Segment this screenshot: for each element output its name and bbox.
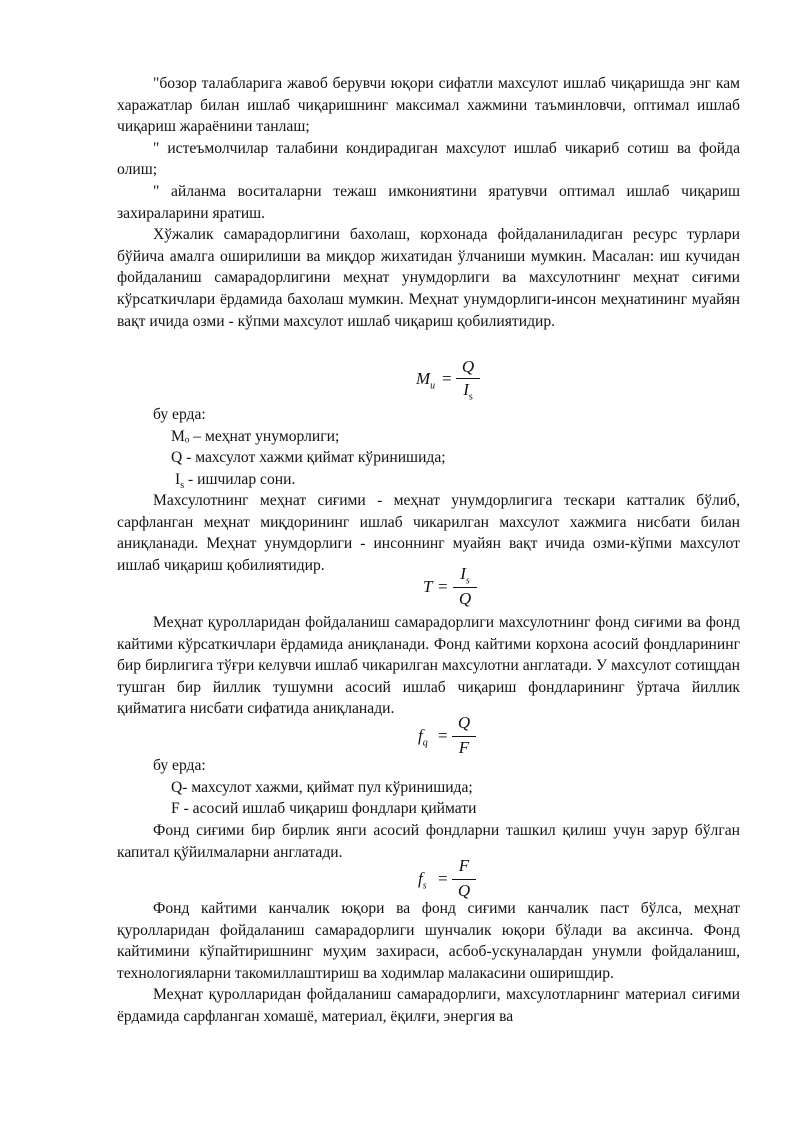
where-label: бу ерда: [153, 757, 206, 774]
formula-labor-productivity [416, 356, 496, 406]
formula-equals: = [438, 869, 448, 888]
paragraph: Фонд кайтими канчалик юқори ва фонд сиғими канчалик паст бўлса, меҳнат қуролларидан фойдаланиш самарадорлиги шунчалик юқори бўлади ва аксинча. Фонд кайтимини кўпайтиришнинг муҳим захираси, асбоб-ускуналардан унумли фойдаланиш, технологияларни такомиллаштириш ва ходимлар малакасини оширишдир. [117, 900, 740, 982]
where-block-1 [117, 404, 740, 496]
definition-item: F - асосий ишлаб чиқариш фондлари қиймати [171, 800, 477, 818]
formula-equals: = [442, 369, 452, 388]
text-block-fond [117, 612, 740, 720]
formula-denominator: Q [457, 881, 471, 900]
formula-labor-intensity [423, 563, 493, 615]
formula-equals: = [438, 577, 448, 596]
formula-numerator: F [458, 856, 470, 875]
subscript: s [180, 479, 185, 491]
formula-denominator: $I_s$ [463, 380, 473, 403]
paragraph: Махсулотнинг меҳнат сиғими - меҳнат унумдорлигига тескари катталик бўлиб, сарфланган меҳнат миқдорининг ишлаб чикарилган махсулот хажмига нисбати билан аниқланади. Меҳнат унумдорлиги - инсоннинг муайян вақт ичида озми-кўпми махсулот ишлаб чиқариш қобилиятидир. [117, 492, 740, 574]
formula-numerator: Q [457, 713, 471, 732]
formula-numerator: Q [461, 357, 475, 376]
formula-denominator: F [458, 738, 470, 757]
formula-lhs: T [423, 577, 433, 596]
paragraph: " истеъмолчилар талабини кондирадиган махсулот ишлаб чикариб сотиш ва фойда олиш; [117, 139, 740, 179]
paragraph: Меҳнат қуролларидан фойдаланиш самарадорлиги махсулотнинг фонд сиғими ва фонд кайтими кўрсаткичлари ёрдамида аниқланади. Фонд кайтими корхона асосий фондларининг бир бирлигига тўғри келувчи ишлаб чикарилган махсулотни англатади. У махсулот сотищдан тушган бир йиллик тушумни асосий ишлаб чиқариш фондларининг ўртача йиллик қийматига нисбати сифатида аниқланади. [117, 614, 740, 718]
formula-lhs: $f_q$ [418, 726, 428, 749]
definition-item: Mₒ – меҳнат унуморлиги; [171, 427, 340, 445]
formula-denominator: Q [458, 589, 472, 608]
where-label: бу ерда: [153, 406, 206, 423]
text-block-top [117, 73, 740, 332]
definition-item: Q- махсулот хажми, қиймат пул кўринишида; [171, 778, 473, 796]
definition-item: Q - махсулот хажми қиймат кўринишида; [171, 449, 446, 467]
text-block-end [117, 898, 740, 1028]
where-block-2 [117, 755, 740, 820]
formula-equals: = [438, 726, 448, 745]
paragraph: " айланма воситаларни тежаш имкониятини яратувчи оптимал ишлаб чиқариш захираларини яратиш. [117, 182, 740, 222]
paragraph: "бозор талабларига жавоб берувчи юқори сифатли махсулот ишлаб чиқаришда энг кам харажатлар билан ишлаб чиқаришнинг максимал хажмини таъминловчи, оптимал ишлаб чиқариш жараёнини танлаш; [117, 75, 740, 136]
definition-item: $I_s$ - ишчилар сони. [175, 470, 296, 491]
paragraph: Фонд сиғими бир бирлик янги асосий фондларни ташкил қилиш учун зарур бўлган капитал қўйилмаларни англатади. [117, 822, 740, 861]
formula-lhs: $M_u$ [416, 369, 436, 392]
formula-lhs: $f_s$ [418, 869, 427, 892]
paragraph: Хўжалик самарадорлигини бахолаш, корхонада фойдаланиладиган ресурс турлари бўйича амалга оширилиши ва миқдор жихатидан ўлчаниши мумкин. Масалан: иш кучидан фойдаланиш самарадорлигини меҳнат унумдорлиги ва махсулотнинг меҳнат сиғими кўрсаткичлари ёрдамида бахолаш мумкин. Меҳнат унумдорлиги-инсон меҳнатининг муайян вақт ичида озми - кўпми махсулот ишлаб чиқариш қобилиятидир. [117, 226, 740, 330]
formula-numerator: $I_s$ [460, 564, 470, 587]
paragraph: Меҳнат қуролларидан фойдаланиш самарадорлиги, махсулотларнинг материал сиғими ёрдамида сарфланган хомашё, материал, ёқилғи, энергия ва [117, 986, 740, 1025]
